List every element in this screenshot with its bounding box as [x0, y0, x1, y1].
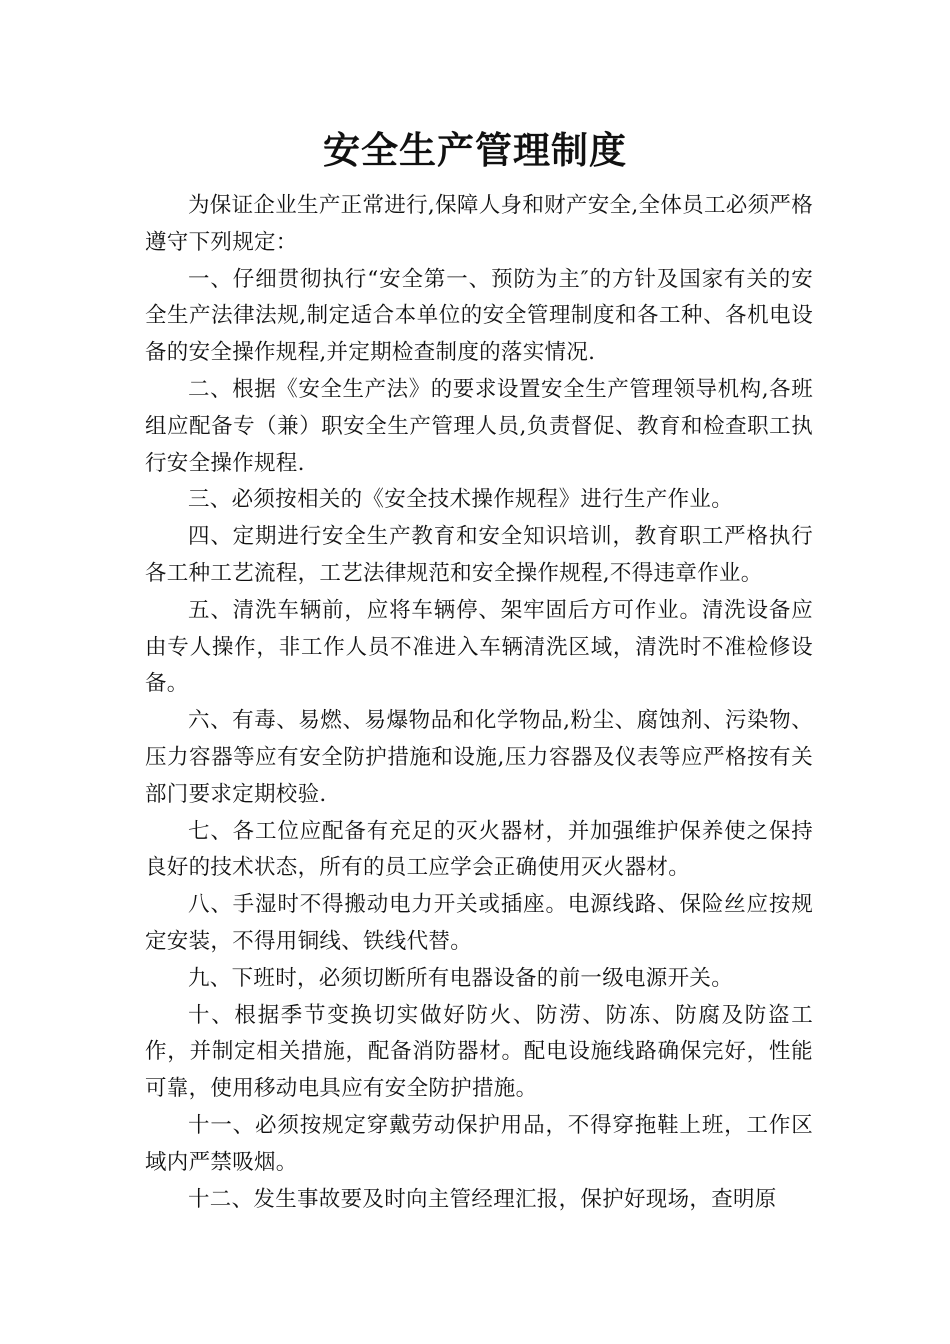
rule-5-paragraph: 五、清洗车辆前，应将车辆停、架牢固后方可作业。清洗设备应由专人操作，非工作人员不准进入车辆清洗区域，清洗时不准检修设备。 — [145, 597, 813, 697]
rule-7-paragraph: 七、各工位应配备有充足的灭火器材，并加强维护保养使之保持良好的技术状态，所有的员工应学会正确使用灭火器材。 — [145, 818, 813, 881]
rule-2-paragraph: 二、根据《安全生产法》的要求设置安全生产管理领导机构,各班组应配备专（兼）职安全生产管理人员,负责督促、教育和检查职工执行安全操作规程. — [145, 376, 813, 476]
rule-8-paragraph: 八、手湿时不得搬动电力开关或插座。电源线路、保险丝应按规定安装，不得用铜线、铁线代替。 — [145, 892, 813, 954]
rule-6-paragraph: 六、有毒、易燃、易爆物品和化学物品,粉尘、腐蚀剂、污染物、压力容器等应有安全防护措施和设施,压力容器及仪表等应严格按有关部门要求定期校验. — [145, 708, 813, 807]
rule-1-paragraph: 一、仔细贯彻执行“安全第一、预防为主″的方针及国家有关的安全生产法律法规,制定适合本单位的安全管理制度和各工种、各机电设备的安全操作规程,并定期检查制度的落实情况. — [145, 266, 813, 366]
rule-9-paragraph: 九、下班时，必须切断所有电器设备的前一级电源开关。 — [188, 965, 734, 991]
document-title: 安全生产管理制度 — [323, 128, 627, 172]
rule-12-paragraph: 十二、发生事故要及时向主管经理汇报，保护好现场，查明原 — [188, 1186, 777, 1212]
rule-4-paragraph: 四、定期进行安全生产教育和安全知识培训，教育职工严格执行各工种工艺流程，工艺法律规范和安全操作规程,不得违章作业。 — [145, 524, 813, 586]
intro-paragraph: 为保证企业生产正常进行,保障人身和财产安全,全体员工必须严格遵守下列规定： — [145, 193, 813, 255]
rule-3-paragraph: 三、必须按相关的《安全技术操作规程》进行生产作业。 — [188, 487, 734, 513]
rule-10-paragraph: 十、根据季节变换切实做好防火、防涝、防冻、防腐及防盗工作，并制定相关措施，配备消防器材。配电设施线路确保完好，性能可靠，使用移动电具应有安全防护措施。 — [145, 1002, 813, 1102]
rule-11-paragraph: 十一、必须按规定穿戴劳动保护用品，不得穿拖鞋上班，工作区域内严禁吸烟。 — [145, 1112, 813, 1175]
document-body — [145, 188, 813, 1218]
